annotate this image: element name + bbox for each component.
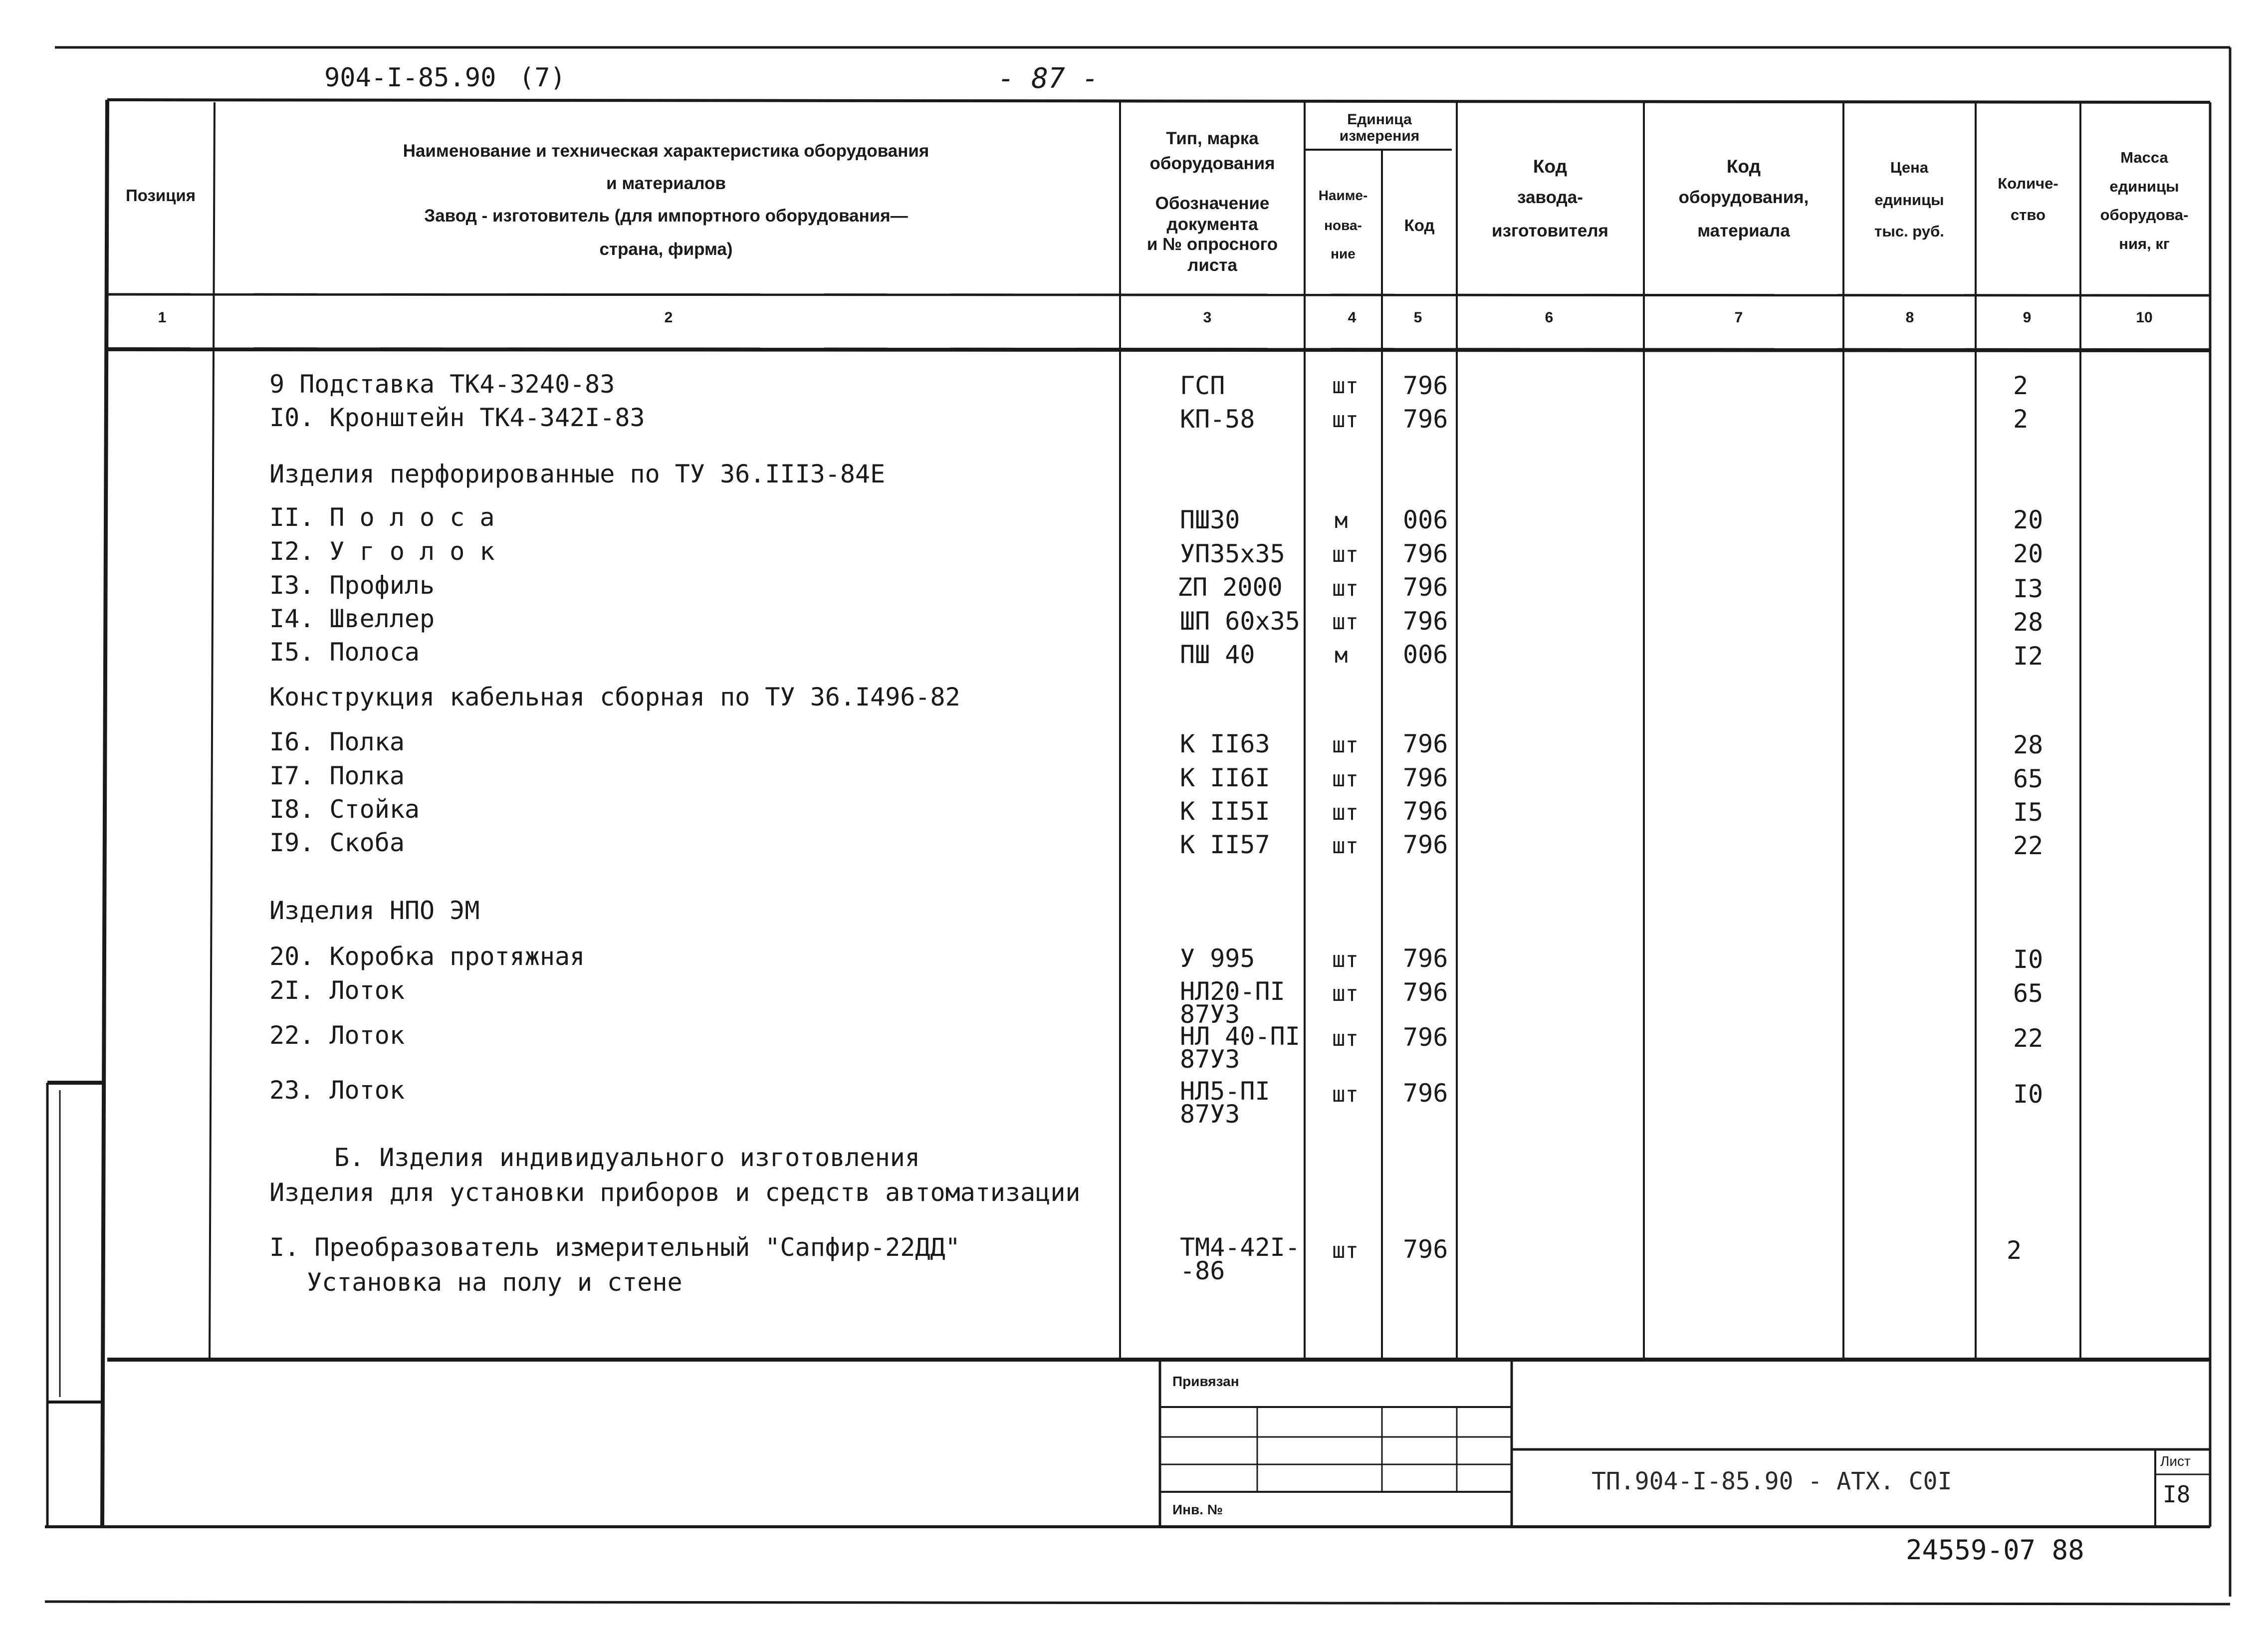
- row-qty: 65: [2013, 764, 2043, 793]
- row-name: I. Преобразователь измерительный "Сапфир-22ДД": [269, 1233, 960, 1262]
- row-code: 796: [1403, 978, 1448, 1007]
- header-equip-code-line3: материала: [1697, 221, 1790, 240]
- header-unit-line1: Единица: [1347, 111, 1412, 128]
- row-qty: 22: [2013, 831, 2043, 860]
- row-qty: 20: [2013, 505, 2043, 534]
- row-code: 796: [1403, 830, 1448, 859]
- row-name: 23. Лоток: [269, 1076, 405, 1105]
- row-code: 796: [1403, 1023, 1448, 1052]
- header-name-line2: и материалов: [606, 174, 726, 193]
- section-heading: Б. Изделия индивидуального изготовления: [334, 1143, 920, 1172]
- header-plant-code-line3: изготовителя: [1492, 221, 1608, 240]
- row-name: I3. Профиль: [269, 571, 435, 600]
- row-name: II. П о л о с а: [269, 503, 495, 532]
- row-qty: 2: [2013, 405, 2029, 434]
- col-number-1: 1: [158, 309, 167, 326]
- col-number-8: 8: [1905, 309, 1914, 326]
- header-type-line5: и № опросного: [1146, 235, 1278, 254]
- row-qty: I0: [2013, 945, 2043, 974]
- row-type: К II5I: [1180, 797, 1270, 826]
- col-number-10: 10: [2136, 309, 2153, 326]
- header-equip-code-line2: оборудования,: [1678, 188, 1809, 207]
- row-name: Установка на полу и стене: [307, 1268, 682, 1297]
- header-type-line1: Тип, марка: [1166, 129, 1259, 148]
- header-unit-name-line3: ние: [1331, 246, 1356, 261]
- col-number-7: 7: [1734, 309, 1743, 326]
- col-number-4: 4: [1348, 309, 1357, 326]
- row-code: 796: [1403, 539, 1448, 568]
- header-plant-code-line2: завода-: [1517, 188, 1583, 207]
- row-unit: шт: [1332, 800, 1359, 825]
- row-unit: шт: [1332, 732, 1359, 758]
- row-unit: шт: [1332, 1238, 1359, 1263]
- row-type: ТМ4-42I-: [1180, 1233, 1300, 1262]
- row-code: 796: [1403, 371, 1448, 400]
- row-qty: I5: [2013, 798, 2043, 827]
- row-code: 796: [1403, 405, 1448, 434]
- header-name-line4: страна, фирма): [599, 239, 733, 259]
- row-type: К II57: [1180, 830, 1270, 859]
- row-name: I9. Скоба: [269, 828, 405, 857]
- header-mass-line1: Масса: [2120, 149, 2168, 166]
- header-unit-code: Код: [1404, 216, 1435, 235]
- header-mass-line2: единицы: [2109, 178, 2179, 195]
- row-type-cont: 87У3: [1180, 1045, 1240, 1074]
- row-type: ПШ30: [1180, 505, 1240, 534]
- row-type: УП35х35: [1180, 539, 1285, 568]
- header-type-line4: документа: [1166, 215, 1258, 234]
- doc-part: (7): [519, 63, 566, 93]
- stamp-privyazan: Привязан: [1172, 1374, 1239, 1389]
- header-unit-name-line2: нова-: [1324, 218, 1362, 233]
- row-type: КП-58: [1180, 405, 1255, 434]
- row-type: К II63: [1180, 729, 1270, 758]
- row-unit: шт: [1332, 609, 1359, 635]
- col-number-6: 6: [1545, 309, 1554, 326]
- header-qty-line1: Количе-: [1998, 175, 2058, 192]
- stamp-inv-number: Инв. №: [1172, 1502, 1223, 1517]
- row-qty: I2: [2013, 642, 2043, 671]
- archive-number: 24559-07 88: [1906, 1534, 2084, 1566]
- row-type: НЛ5-ПI: [1180, 1077, 1270, 1106]
- col-number-5: 5: [1413, 309, 1422, 326]
- row-unit: шт: [1332, 407, 1359, 433]
- row-name: I0. Кронштейн ТК4-342I-83: [269, 403, 645, 432]
- row-name: I4. Швеллер: [269, 604, 435, 633]
- row-qty: 2: [2007, 1236, 2022, 1265]
- header-type-line3: Обозначение: [1155, 194, 1270, 213]
- header-equip-code-line1: Код: [1726, 156, 1761, 177]
- row-name: I6. Полка: [269, 727, 405, 756]
- col-number-9: 9: [2023, 309, 2032, 326]
- row-unit: шт: [1332, 981, 1359, 1006]
- row-code: 796: [1403, 1235, 1448, 1264]
- row-type-cont: 87У3: [1180, 1100, 1240, 1129]
- section-heading: Изделия перфорированные по ТУ 36.III3-84Е: [269, 460, 886, 488]
- row-unit: шт: [1332, 576, 1359, 601]
- row-name: I8. Стойка: [269, 795, 420, 824]
- header-position: Позиция: [126, 186, 196, 205]
- row-unit: шт: [1332, 833, 1359, 859]
- row-qty: 22: [2013, 1024, 2043, 1053]
- header-mass-line4: ния, кг: [2119, 235, 2170, 252]
- row-unit: шт: [1332, 766, 1359, 792]
- row-code: 006: [1403, 640, 1448, 669]
- section-heading: Изделия НПО ЭМ: [269, 896, 480, 925]
- header-name-line3: Завод - изготовитель (для импортного оборудования—: [424, 206, 908, 226]
- row-type: НЛ 40-ПI: [1180, 1022, 1300, 1051]
- header-unit-line2: измерения: [1339, 128, 1420, 144]
- header-mass-line3: оборудова-: [2100, 206, 2189, 224]
- row-type: ШП 60х35: [1180, 607, 1300, 636]
- row-unit: шт: [1332, 1026, 1359, 1051]
- row-code: 006: [1403, 505, 1448, 534]
- row-type-cont: 87У3: [1180, 1000, 1240, 1029]
- col-number-3: 3: [1203, 309, 1212, 326]
- row-name: 2I. Лоток: [269, 976, 405, 1005]
- header-type-line2: оборудования: [1149, 154, 1275, 173]
- row-code: 796: [1403, 763, 1448, 792]
- row-type: ГСП: [1180, 371, 1225, 400]
- header-unit-name-line1: Наиме-: [1318, 188, 1368, 203]
- row-unit: м: [1335, 508, 1348, 533]
- header-name-line1: Наименование и техническая характеристика оборудования: [403, 141, 929, 161]
- row-unit: шт: [1332, 373, 1359, 399]
- row-qty: 20: [2013, 539, 2043, 568]
- row-type: У 995: [1180, 944, 1255, 973]
- header-price-line1: Цена: [1890, 159, 1929, 176]
- row-name: 20. Коробка протяжная: [269, 942, 585, 971]
- header-plant-code-line1: Код: [1533, 156, 1568, 177]
- sheet-number: I8: [2163, 1481, 2191, 1508]
- row-type: ZП 2000: [1177, 573, 1283, 602]
- header-qty-line2: ство: [2010, 206, 2046, 224]
- header-price-line2: единицы: [1874, 191, 1944, 209]
- row-name: I5. Полоса: [269, 638, 420, 667]
- row-qty: I0: [2013, 1080, 2043, 1109]
- row-qty: 2: [2013, 371, 2029, 400]
- row-unit: шт: [1332, 542, 1359, 567]
- row-qty: 28: [2013, 730, 2043, 759]
- row-name: 9 Подставка ТК4-3240-83: [269, 370, 615, 399]
- row-qty: 65: [2013, 979, 2043, 1008]
- row-type: К II6I: [1180, 763, 1270, 792]
- row-name: 22. Лоток: [269, 1021, 405, 1050]
- doc-designation: ТП.904-I-85.90 - АТХ. С0I: [1591, 1467, 1952, 1495]
- row-unit: шт: [1332, 1082, 1359, 1107]
- doc-code: 904-I-85.90: [324, 63, 496, 93]
- row-type-cont: -86: [1180, 1256, 1225, 1285]
- section-heading: Изделия для установки приборов и средств автоматизации: [269, 1178, 1081, 1207]
- row-qty: 28: [2013, 608, 2043, 637]
- sheet-label: Лист: [2160, 1453, 2191, 1469]
- row-unit: шт: [1332, 947, 1359, 972]
- row-name: I2. У г о л о к: [269, 537, 495, 566]
- row-qty: I3: [2013, 574, 2043, 603]
- row-code: 796: [1403, 607, 1448, 636]
- row-code: 796: [1403, 797, 1448, 826]
- row-code: 796: [1403, 729, 1448, 758]
- row-code: 796: [1403, 573, 1448, 602]
- row-code: 796: [1403, 1079, 1448, 1108]
- row-type: ПШ 40: [1180, 640, 1255, 669]
- header-price-line3: тыс. руб.: [1874, 223, 1944, 240]
- row-type: НЛ20-ПI: [1180, 977, 1285, 1006]
- col-number-2: 2: [664, 309, 673, 326]
- row-name: I7. Полка: [269, 761, 405, 790]
- section-heading: Конструкция кабельная сборная по ТУ 36.I496-82: [269, 683, 960, 711]
- row-code: 796: [1403, 944, 1448, 973]
- header-type-line6: листа: [1187, 255, 1237, 275]
- row-unit: м: [1335, 643, 1348, 668]
- page-number-handwritten: - 87 -: [998, 62, 1099, 95]
